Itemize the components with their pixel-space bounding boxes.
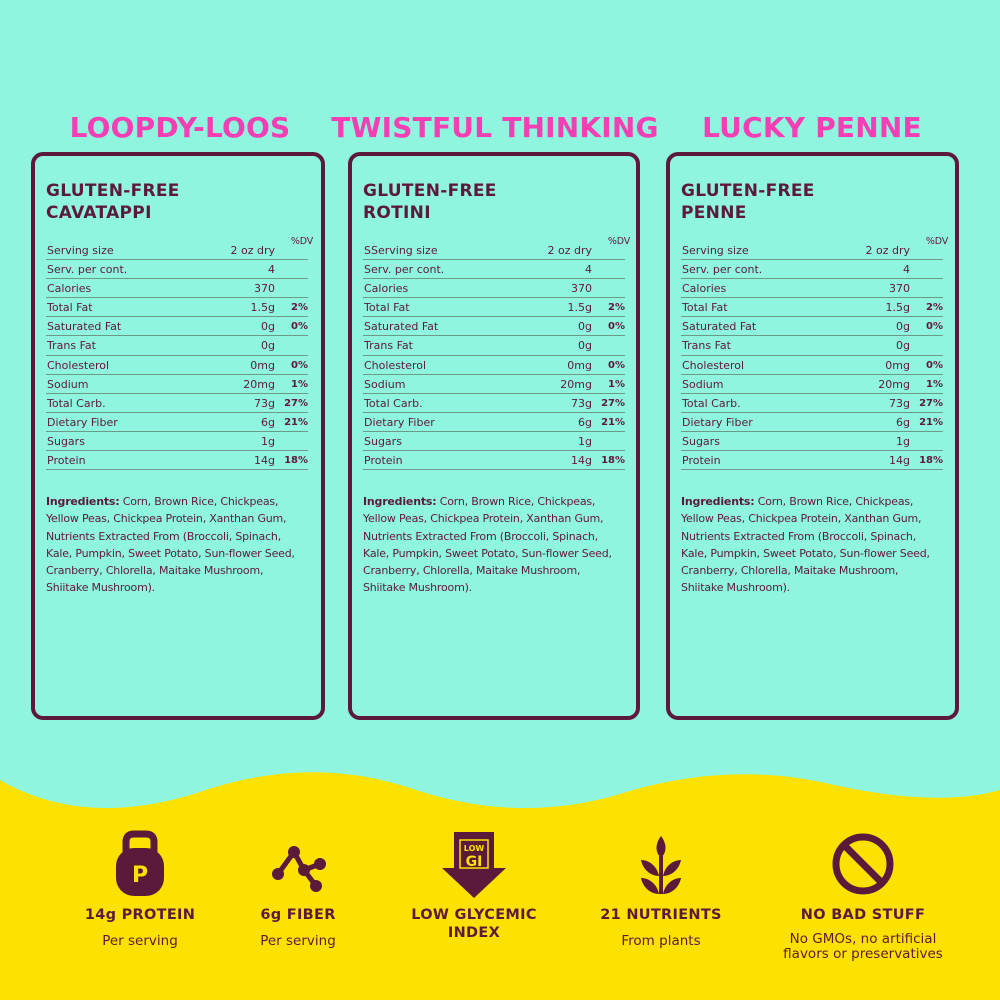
dv-header: %DV xyxy=(925,236,948,247)
row-amount: 6g xyxy=(896,415,910,429)
table-row xyxy=(681,451,943,470)
table-row xyxy=(363,317,625,336)
feature-low-glycemic xyxy=(384,830,564,952)
row-label: Sugars xyxy=(47,434,85,448)
ingredients-text xyxy=(363,493,625,597)
row-label: Sodium xyxy=(47,377,89,391)
row-amount: 14g xyxy=(571,454,592,468)
row-label: Sodium xyxy=(682,377,724,391)
row-amount: 6g xyxy=(261,415,275,429)
row-dv: 0% xyxy=(926,359,943,371)
row-amount: 4 xyxy=(585,263,592,277)
table-row xyxy=(681,356,943,375)
table-row xyxy=(363,375,625,394)
row-label: Dietary Fiber xyxy=(682,415,753,429)
row-dv: 21% xyxy=(284,416,308,428)
row-dv: 0% xyxy=(291,359,308,371)
nutrition-panel-cavatappi xyxy=(31,152,325,720)
row-label: Saturated Fat xyxy=(364,320,439,334)
row-amount: 370 xyxy=(571,282,592,296)
panel-heading-line1: GLUTEN-FREE xyxy=(681,181,815,201)
feature-no-bad-stuff xyxy=(773,830,953,962)
row-dv: 0% xyxy=(608,359,625,371)
row-label: Total Fat xyxy=(682,301,728,315)
row-dv: 1% xyxy=(291,378,308,390)
row-amount: 20mg xyxy=(560,377,592,391)
panel-heading-line2: PENNE xyxy=(681,203,747,223)
row-amount: 0mg xyxy=(885,358,910,372)
row-label: Dietary Fiber xyxy=(47,415,118,429)
kettlebell-letter: P xyxy=(131,863,149,888)
feature-title: NO BAD STUFF xyxy=(800,907,926,923)
row-dv: 27% xyxy=(601,397,625,409)
row-amount: 2 oz dry xyxy=(230,244,275,257)
row-amount: 2 oz dry xyxy=(865,244,910,257)
feature-nutrients xyxy=(571,830,751,949)
row-amount: 0mg xyxy=(250,358,275,372)
row-dv: 18% xyxy=(284,455,308,467)
panel-heading-line2: CAVATAPPI xyxy=(46,203,152,223)
ingredients-list: Corn, Brown Rice, Chickpeas, Yellow Peas, Chickpea Protein, Xanthan Gum, Nutrients Extracted From (Broccoli, Spinach, Kale, Pumpkin, Sweet Potato, Sun-flower Seed, Cranberry, Chlorella, Maitake Mushroom, Shiitake Mushroom). xyxy=(363,495,612,595)
row-label: Saturated Fat xyxy=(682,320,757,334)
feature-subtitle: No GMOs, no artificial flavors or preservatives xyxy=(783,931,943,962)
ingredients-text xyxy=(46,493,308,597)
row-amount: 20mg xyxy=(243,377,275,391)
row-amount: 4 xyxy=(268,263,275,277)
row-amount: 370 xyxy=(889,282,910,296)
row-dv: 2% xyxy=(608,302,625,314)
low-gi-line1: LOW xyxy=(463,844,485,853)
row-amount: 73g xyxy=(254,396,275,410)
row-amount: 73g xyxy=(889,396,910,410)
row-amount: 0g xyxy=(578,339,592,353)
row-label: Calories xyxy=(47,282,92,296)
dv-header: %DV xyxy=(290,236,313,247)
low-gi-arrow-icon xyxy=(440,830,508,898)
table-row xyxy=(681,336,943,355)
table-row xyxy=(681,394,943,413)
feature-subtitle: From plants xyxy=(621,933,701,949)
table-row xyxy=(363,260,625,279)
table-row xyxy=(363,241,625,260)
row-dv: 18% xyxy=(601,455,625,467)
table-row xyxy=(46,451,308,470)
table-row xyxy=(681,260,943,279)
row-dv: 0% xyxy=(291,321,308,333)
row-dv: 21% xyxy=(601,416,625,428)
row-label: Total Carb. xyxy=(682,396,741,410)
row-amount: 0g xyxy=(896,339,910,353)
product-title-loopdy-loos: LOOPDY-LOOS xyxy=(69,111,291,144)
table-row xyxy=(363,279,625,298)
molecule-icon xyxy=(264,830,332,898)
row-amount: 1.5g xyxy=(885,301,910,315)
row-label: Calories xyxy=(364,282,409,296)
row-label: Saturated Fat xyxy=(47,320,122,334)
nutrition-facts-table xyxy=(681,241,943,470)
table-row xyxy=(46,298,308,317)
table-row xyxy=(681,432,943,451)
panel-heading xyxy=(681,180,943,224)
row-amount: 1g xyxy=(261,434,275,448)
row-label: Sodium xyxy=(364,377,406,391)
ingredients-list: Corn, Brown Rice, Chickpeas, Yellow Peas, Chickpea Protein, Xanthan Gum, Nutrients Extracted From (Broccoli, Spinach, Kale, Pumpkin, Sweet Potato, Sun-flower Seed, Cranberry, Chlorella, Maitake Mushroom, Shiitake Mushroom). xyxy=(46,495,295,595)
feature-subtitle: Per serving xyxy=(260,933,336,949)
feature-title: 6g FIBER xyxy=(260,907,336,923)
row-dv: 1% xyxy=(608,378,625,390)
row-dv: 2% xyxy=(926,302,943,314)
table-row xyxy=(46,317,308,336)
table-row xyxy=(363,432,625,451)
table-row xyxy=(46,260,308,279)
row-amount: 1g xyxy=(896,434,910,448)
ingredients-label: Ingredients: xyxy=(681,495,755,508)
row-amount: 14g xyxy=(889,454,910,468)
row-label: Total Carb. xyxy=(47,396,106,410)
row-label: Trans Fat xyxy=(47,339,96,353)
row-amount: 4 xyxy=(903,263,910,277)
no-symbol-icon xyxy=(829,830,897,898)
table-row xyxy=(363,336,625,355)
row-label: Protein xyxy=(364,454,403,468)
feature-fiber xyxy=(208,830,388,949)
panel-heading-line1: GLUTEN-FREE xyxy=(46,181,180,201)
row-amount: 1g xyxy=(578,434,592,448)
row-amount: 0g xyxy=(261,320,275,334)
row-label: Sugars xyxy=(682,434,720,448)
row-label: Serv. per cont. xyxy=(47,263,128,277)
row-label: SServing size xyxy=(364,244,438,257)
table-row xyxy=(46,279,308,298)
row-label: Total Fat xyxy=(364,301,410,315)
row-amount: 1.5g xyxy=(250,301,275,315)
row-amount: 0g xyxy=(896,320,910,334)
feature-title: LOW GLYCEMIC INDEX xyxy=(411,907,537,941)
ingredients-label: Ingredients: xyxy=(363,495,437,508)
table-row xyxy=(681,413,943,432)
row-dv: 0% xyxy=(926,321,943,333)
product-title-lucky-penne: LUCKY PENNE xyxy=(702,111,922,144)
table-row xyxy=(46,241,308,260)
row-dv: 0% xyxy=(608,321,625,333)
feature-title: 14g PROTEIN xyxy=(84,907,196,923)
table-row xyxy=(363,298,625,317)
row-dv: 1% xyxy=(926,378,943,390)
table-row xyxy=(46,356,308,375)
row-dv: 2% xyxy=(291,302,308,314)
ingredients-list: Corn, Brown Rice, Chickpeas, Yellow Peas, Chickpea Protein, Xanthan Gum, Nutrients Extracted From (Broccoli, Spinach, Kale, Pumpkin, Sweet Potato, Sun-flower Seed, Cranberry, Chlorella, Maitake Mushroom, Shiitake Mushroom). xyxy=(681,495,930,595)
feature-protein xyxy=(50,830,230,949)
nutrition-facts-table xyxy=(46,241,308,470)
kettlebell-icon xyxy=(106,830,174,898)
wheat-icon xyxy=(627,830,695,898)
row-amount: 0g xyxy=(578,320,592,334)
row-amount: 0mg xyxy=(567,358,592,372)
row-amount: 73g xyxy=(571,396,592,410)
feature-subtitle: Per serving xyxy=(102,933,178,949)
row-amount: 1.5g xyxy=(567,301,592,315)
row-label: Total Fat xyxy=(47,301,93,315)
row-dv: 21% xyxy=(919,416,943,428)
row-label: Trans Fat xyxy=(682,339,731,353)
nutrition-panel-rotini xyxy=(348,152,640,720)
row-label: Serving size xyxy=(47,244,114,257)
table-row xyxy=(46,432,308,451)
dv-header: %DV xyxy=(607,236,630,247)
row-amount: 370 xyxy=(254,282,275,296)
row-label: Calories xyxy=(682,282,727,296)
row-label: Cholesterol xyxy=(364,358,427,372)
row-label: Serv. per cont. xyxy=(682,263,763,277)
panel-heading-line1: GLUTEN-FREE xyxy=(363,181,497,201)
panel-heading-line2: ROTINI xyxy=(363,203,431,223)
table-row xyxy=(46,413,308,432)
row-amount: 14g xyxy=(254,454,275,468)
row-dv: 27% xyxy=(284,397,308,409)
table-row xyxy=(681,317,943,336)
table-row xyxy=(46,336,308,355)
panel-heading xyxy=(363,180,625,224)
row-label: Serv. per cont. xyxy=(364,263,445,277)
table-row xyxy=(681,241,943,260)
row-label: Protein xyxy=(47,454,86,468)
row-dv: 18% xyxy=(919,455,943,467)
table-row xyxy=(46,394,308,413)
row-amount: 6g xyxy=(578,415,592,429)
table-row xyxy=(363,413,625,432)
low-gi-line2: GI xyxy=(465,854,483,870)
product-title-twistful-thinking: TWISTFUL THINKING xyxy=(331,111,659,144)
table-row xyxy=(681,375,943,394)
table-row xyxy=(363,356,625,375)
panel-heading xyxy=(46,180,308,224)
nutrition-panel-penne xyxy=(666,152,959,720)
row-label: Cholesterol xyxy=(682,358,745,372)
row-amount: 20mg xyxy=(878,377,910,391)
row-label: Total Carb. xyxy=(364,396,423,410)
ingredients-text xyxy=(681,493,943,597)
row-amount: 2 oz dry xyxy=(547,244,592,257)
row-dv: 27% xyxy=(919,397,943,409)
row-label: Serving size xyxy=(682,244,749,257)
row-label: Cholesterol xyxy=(47,358,110,372)
nutrition-facts-table xyxy=(363,241,625,470)
table-row xyxy=(681,298,943,317)
row-label: Sugars xyxy=(364,434,402,448)
row-label: Protein xyxy=(682,454,721,468)
table-row xyxy=(681,279,943,298)
table-row xyxy=(363,394,625,413)
row-amount: 0g xyxy=(261,339,275,353)
table-row xyxy=(46,375,308,394)
ingredients-label: Ingredients: xyxy=(46,495,120,508)
table-row xyxy=(363,451,625,470)
row-label: Trans Fat xyxy=(364,339,413,353)
row-label: Dietary Fiber xyxy=(364,415,435,429)
feature-title: 21 NUTRIENTS xyxy=(600,907,722,923)
